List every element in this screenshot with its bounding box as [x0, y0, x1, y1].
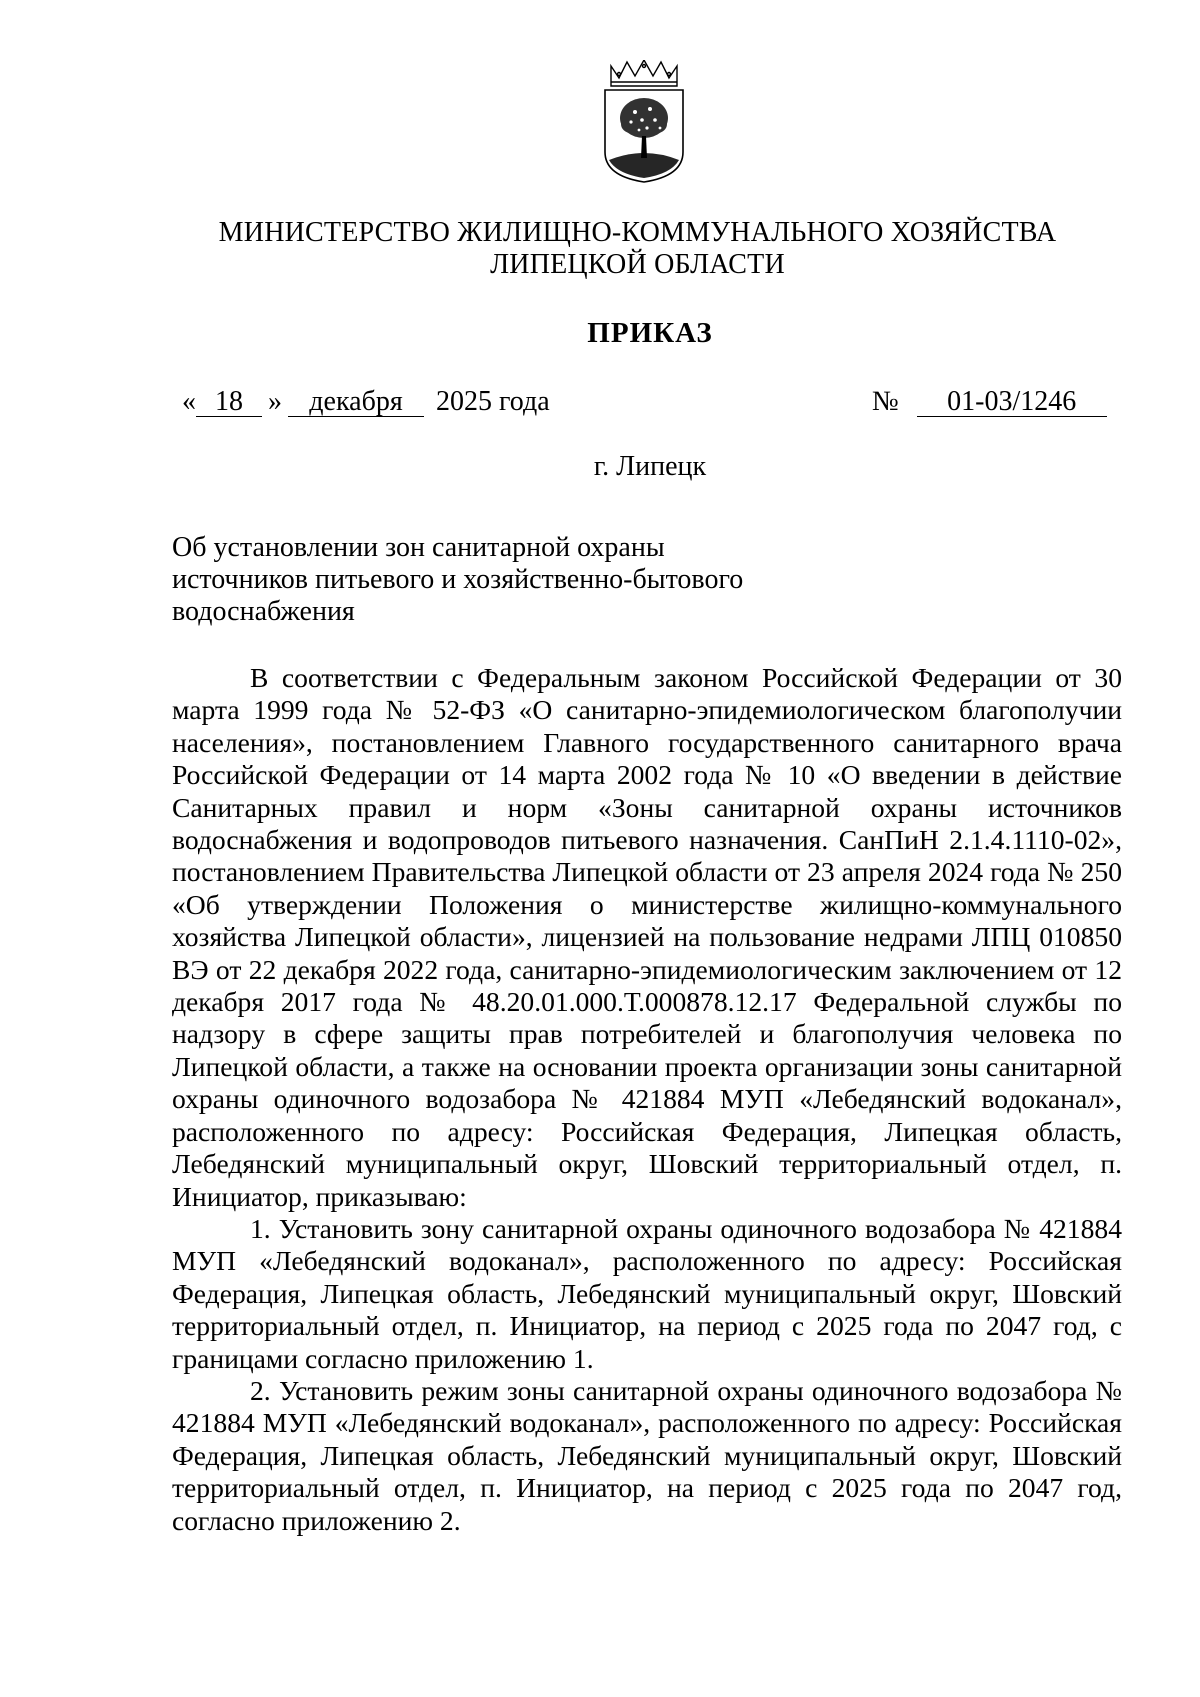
- order-item-2: 2. Установить режим зоны санитарной охраны одиночного водозабора № 421884 МУП «Лебедянский водоканал», расположенного по адресу: Российская Федерация, Липецкая область, Лебедянский муниципальный округ, Шовский территориальный отдел, п. Инициатор, на период с 2025 года по 2047 год, согласно приложению 2.: [172, 1374, 1122, 1536]
- order-item-1: 1. Установить зону санитарной охраны одиночного водозабора № 421884 МУП «Лебедянский водоканал», расположенного по адресу: Российская Федерация, Липецкая область, Лебедянский муниципальный округ, Шовский территориальный отдел, п. Инициатор, на период с 2025 года по 2047 год, с границами согласно приложению 1.: [172, 1212, 1122, 1374]
- document-type: ПРИКАЗ: [587, 317, 713, 349]
- date-day: 18: [196, 388, 262, 417]
- date-open-quote: «: [182, 386, 196, 417]
- subject-line: источников питьевого и хозяйственно-бытового: [172, 564, 744, 595]
- date-close-quote: »: [268, 386, 282, 417]
- date-year: 2025 года: [436, 386, 550, 417]
- date-month: декабря: [288, 388, 424, 417]
- coat-of-arms-icon: [595, 60, 693, 185]
- document-date: [182, 385, 550, 419]
- document-number: 01-03/1246: [917, 388, 1107, 417]
- number-symbol: №: [872, 386, 899, 417]
- document-subject: [172, 532, 792, 628]
- document-body: [172, 662, 1122, 1537]
- subject-line: водоснабжения: [172, 596, 355, 627]
- ministry-name-line1: МИНИСТЕРСТВО ЖИЛИЩНО-КОММУНАЛЬНОГО ХОЗЯЙСТВА: [218, 217, 1057, 248]
- document-number-row: [872, 385, 1107, 419]
- document-city: г. Липецк: [593, 451, 707, 482]
- subject-line: Об установлении зон санитарной охраны: [172, 532, 665, 563]
- ministry-name-line2: ЛИПЕЦКОЙ ОБЛАСТИ: [490, 249, 785, 280]
- preamble-paragraph: В соответствии с Федеральным законом Российской Федерации от 30 марта 1999 года № 52-ФЗ «О санитарно-эпидемиологическом благополучии населения», постановлением Главного государственного санитарного врача Российской Федерации от 14 марта 2002 года № 10 «О введении в действие Санитарных правил и норм «Зоны санитарной охраны источников водоснабжения и водопроводов питьевого назначения. СанПиН 2.1.4.1110-02», постановлением Правительства Липецкой области от 23 апреля 2024 года № 250 «Об утверждении Положения о министерстве жилищно-коммунального хозяйства Липецкой области», лицензией на пользование недрами ЛПЦ 010850 ВЭ от 22 декабря 2022 года, санитарно-эпидемиологическим заключением от 12 декабря 2017 года № 48.20.01.000.Т.000878.12.17 Федеральной службы по надзору в сфере защиты прав потребителей и благополучия человека по Липецкой области, а также на основании проекта организации зоны санитарной охраны одиночного водозабора № 421884 МУП «Лебедянский водоканал», расположенного по адресу: Российская Федерация, Липецкая область, Лебедянский муниципальный округ, Шовский территориальный отдел, п. Инициатор, приказываю:: [172, 662, 1122, 1212]
